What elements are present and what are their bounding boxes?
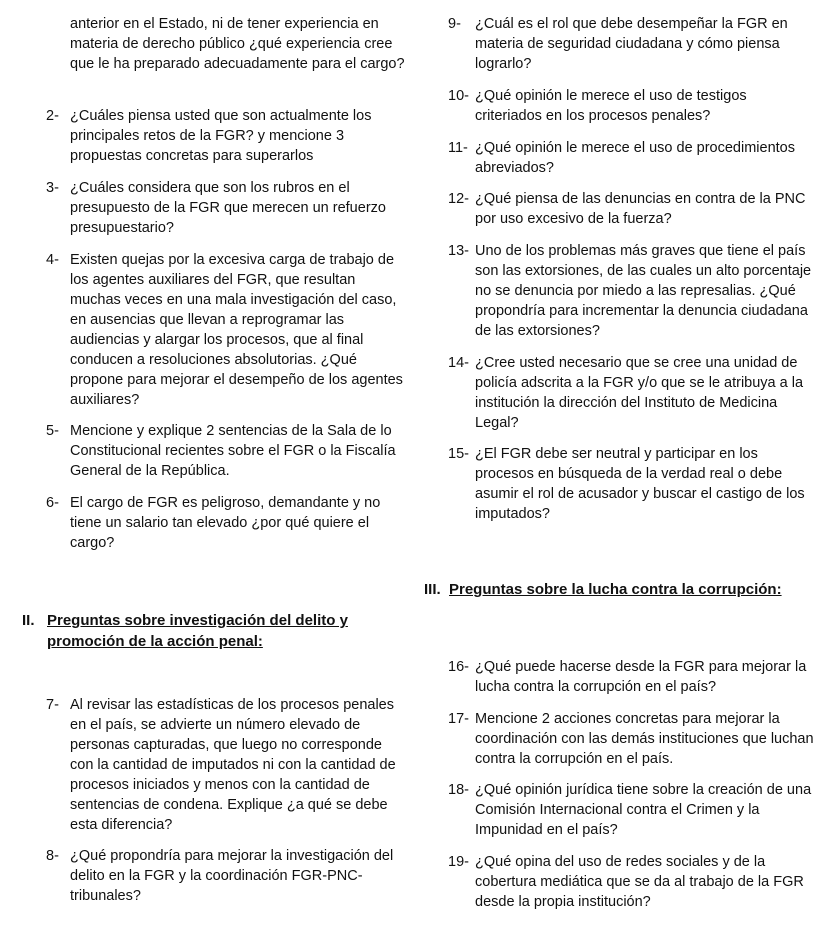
question-text: anterior en el Estado, ni de tener experiencia en materia de derecho público ¿qué experiencia cree que le ha preparado adecuadamente para el cargo? xyxy=(70,16,405,72)
question-text: ¿Qué propondría para mejorar la investigación del delito en la FGR y la coordinación FGR-PNC-tribunales? xyxy=(70,848,394,904)
section-title: Preguntas sobre la lucha contra la corrupción: xyxy=(449,581,782,598)
question-number: 5- xyxy=(46,423,59,439)
question-number: 13- xyxy=(448,243,469,259)
question-text: Uno de los problemas más graves que tiene el país son las extorsiones, de las cuales un alto porcentaje no se denuncia por miedo a las represalias. ¿Qué propondría para incrementar la denuncia ciudadana de las extorsiones? xyxy=(475,243,812,339)
question-number: 17- xyxy=(448,711,469,727)
question-text: Existen quejas por la excesiva carga de trabajo de los agentes auxiliares del FGR, que resultan muchas veces en una mala investigación del caso, en ausencias que llevan a reprogramar las audiencias y alargar los procesos, que al final conducen a resoluciones absolutorias. ¿Qué propone para mejorar el desempeño de los agentes auxiliares? xyxy=(70,252,403,408)
question-number: 3- xyxy=(46,180,59,196)
question-text: ¿Qué opinión le merece el uso de procedimientos abreviados? xyxy=(475,140,795,176)
question-text: ¿Qué piensa de las denuncias en contra de la PNC por uso excesivo de la fuerza? xyxy=(475,191,806,227)
section-title: Preguntas sobre investigación del delito y promoción de la acción penal: xyxy=(47,612,348,650)
question-text: Mencione 2 acciones concretas para mejorar la coordinación con las demás instituciones que luchan contra la corrupción en el país. xyxy=(475,711,814,767)
section-number: II. xyxy=(22,612,35,629)
question-text: ¿Qué puede hacerse desde la FGR para mejorar la lucha contra la corrupción en el país? xyxy=(475,659,807,695)
question-text: ¿Cuál es el rol que debe desempeñar la FGR en materia de seguridad ciudadana y cómo piensa lograrlo? xyxy=(475,16,788,72)
question-number: 14- xyxy=(448,355,469,371)
question-number: 19- xyxy=(448,854,469,870)
question-number: 12- xyxy=(448,191,469,207)
question-text: ¿Cuáles considera que son los rubros en el presupuesto de la FGR que merecen un refuerzo presupuestario? xyxy=(70,180,386,236)
question-text: ¿Qué opinión le merece el uso de testigos criteriados en los procesos penales? xyxy=(475,88,747,124)
question-text: Al revisar las estadísticas de los procesos penales en el país, se advierte un número elevado de personas capturadas, que luego no corresponde con la cantidad de imputados ni con la cantidad de procesos iniciados y menos con la cantidad de sentencias de condena. Explique ¿a qué se debe esta diferencia? xyxy=(70,697,396,833)
section-number: III. xyxy=(424,581,441,598)
question-number: 2- xyxy=(46,108,59,124)
question-text: El cargo de FGR es peligroso, demandante y no tiene un salario tan elevado ¿por qué quiere el cargo? xyxy=(70,495,381,551)
question-text: Mencione y explique 2 sentencias de la Sala de lo Constitucional recientes sobre el FGR o la Fiscalía General de la República. xyxy=(70,423,396,479)
question-number: 10- xyxy=(448,88,469,104)
question-number: 18- xyxy=(448,782,469,798)
question-text: ¿Cuáles piensa usted que son actualmente los principales retos de la FGR? y mencione 3 propuestas concretas para superarlos xyxy=(70,108,372,164)
question-text: ¿Qué opina del uso de redes sociales y de la cobertura mediática que se da al trabajo de la FGR desde la propia institución? xyxy=(475,854,804,910)
question-number: 9- xyxy=(448,16,461,32)
question-number: 11- xyxy=(448,140,468,156)
question-number: 4- xyxy=(46,252,59,268)
question-number: 15- xyxy=(448,446,469,462)
question-number: 6- xyxy=(46,495,59,511)
question-text: ¿El FGR debe ser neutral y participar en los procesos en búsqueda de la verdad real o debe asumir el rol de acusador y buscar el castigo de los imputados? xyxy=(475,446,805,522)
question-number: 7- xyxy=(46,697,59,713)
question-number: 16- xyxy=(448,659,469,675)
question-number: 8- xyxy=(46,848,59,864)
question-text: ¿Qué opinión jurídica tiene sobre la creación de una Comisión Internacional contra el Crimen y la Impunidad en el país? xyxy=(475,782,812,838)
question-text: ¿Cree usted necesario que se cree una unidad de policía adscrita a la FGR y/o que se le atribuya a la institución la dirección del Instituto de Medicina Legal? xyxy=(475,355,804,431)
